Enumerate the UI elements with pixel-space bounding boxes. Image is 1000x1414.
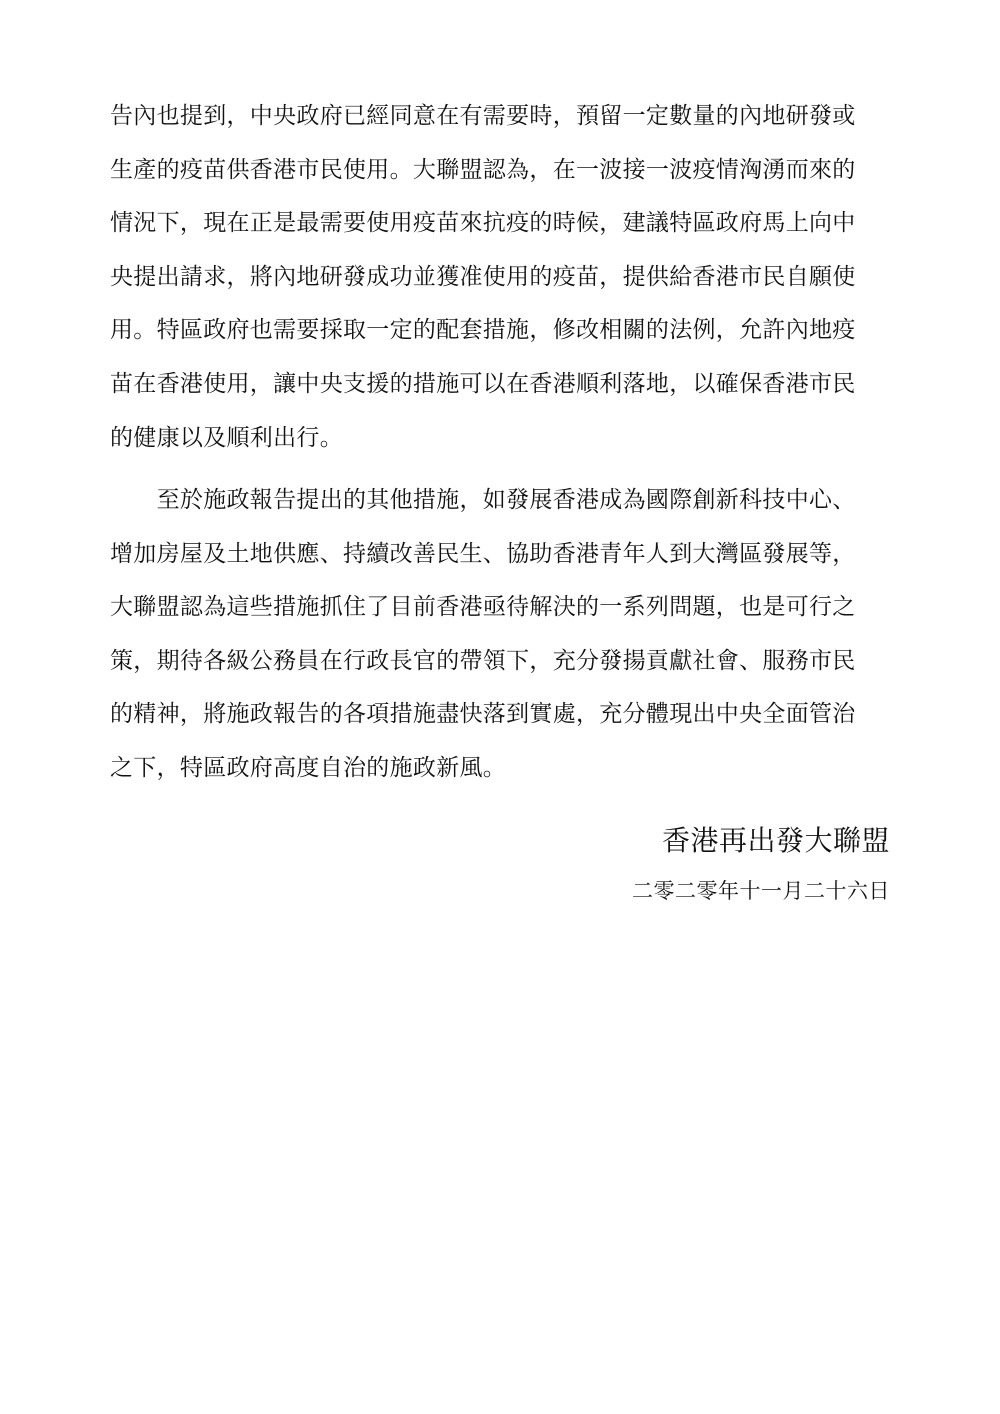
text-line: 的健康以及順利出行。 [110,424,343,451]
text-line: 策，期待各級公務員在行政長官的帶領下，充分發揚貢獻社會、服務市民 [110,647,856,674]
text-line: 告內也提到，中央政府已經同意在有需要時，預留一定數量的內地研發或 [110,103,856,129]
paragraph-other-measures [110,474,890,796]
text-line: 生產的疫苗供香港市民使用。大聯盟認為，在一波接一波疫情洶湧而來的 [110,156,856,183]
text-line: 的精神，將施政報告的各項措施盡快落到實處，充分體現出中央全面管治 [110,701,856,728]
text-line: 苗在香港使用，讓中央支援的措施可以在香港順利落地，以確保香港市民 [110,370,856,397]
text-line: 用。特區政府也需要採取一定的配套措施，修改相關的法例，允許內地疫 [110,317,856,344]
text-line: 增加房屋及土地供應、持續改善民生、協助香港青年人到大灣區發展等， [110,540,856,567]
signature-block [632,818,890,908]
signature-date: 二零二零年十一月二十六日 [632,879,890,903]
paragraph-vaccine [110,90,890,465]
text-line: 央提出請求，將內地研發成功並獲准使用的疫苗，提供給香港市民自願使 [110,263,856,290]
text-line: 大聯盟認為這些措施抓住了目前香港亟待解決的一系列問題，也是可行之 [110,594,856,621]
organization-name: 香港再出發大聯盟 [661,824,890,857]
text-line: 至於施政報告提出的其他措施，如發展香港成為國際創新科技中心、 [110,487,856,513]
text-line: 之下，特區政府高度自治的施政新風。 [110,754,507,781]
text-line: 情況下，現在正是最需要使用疫苗來抗疫的時候，建議特區政府馬上向中 [110,210,856,237]
